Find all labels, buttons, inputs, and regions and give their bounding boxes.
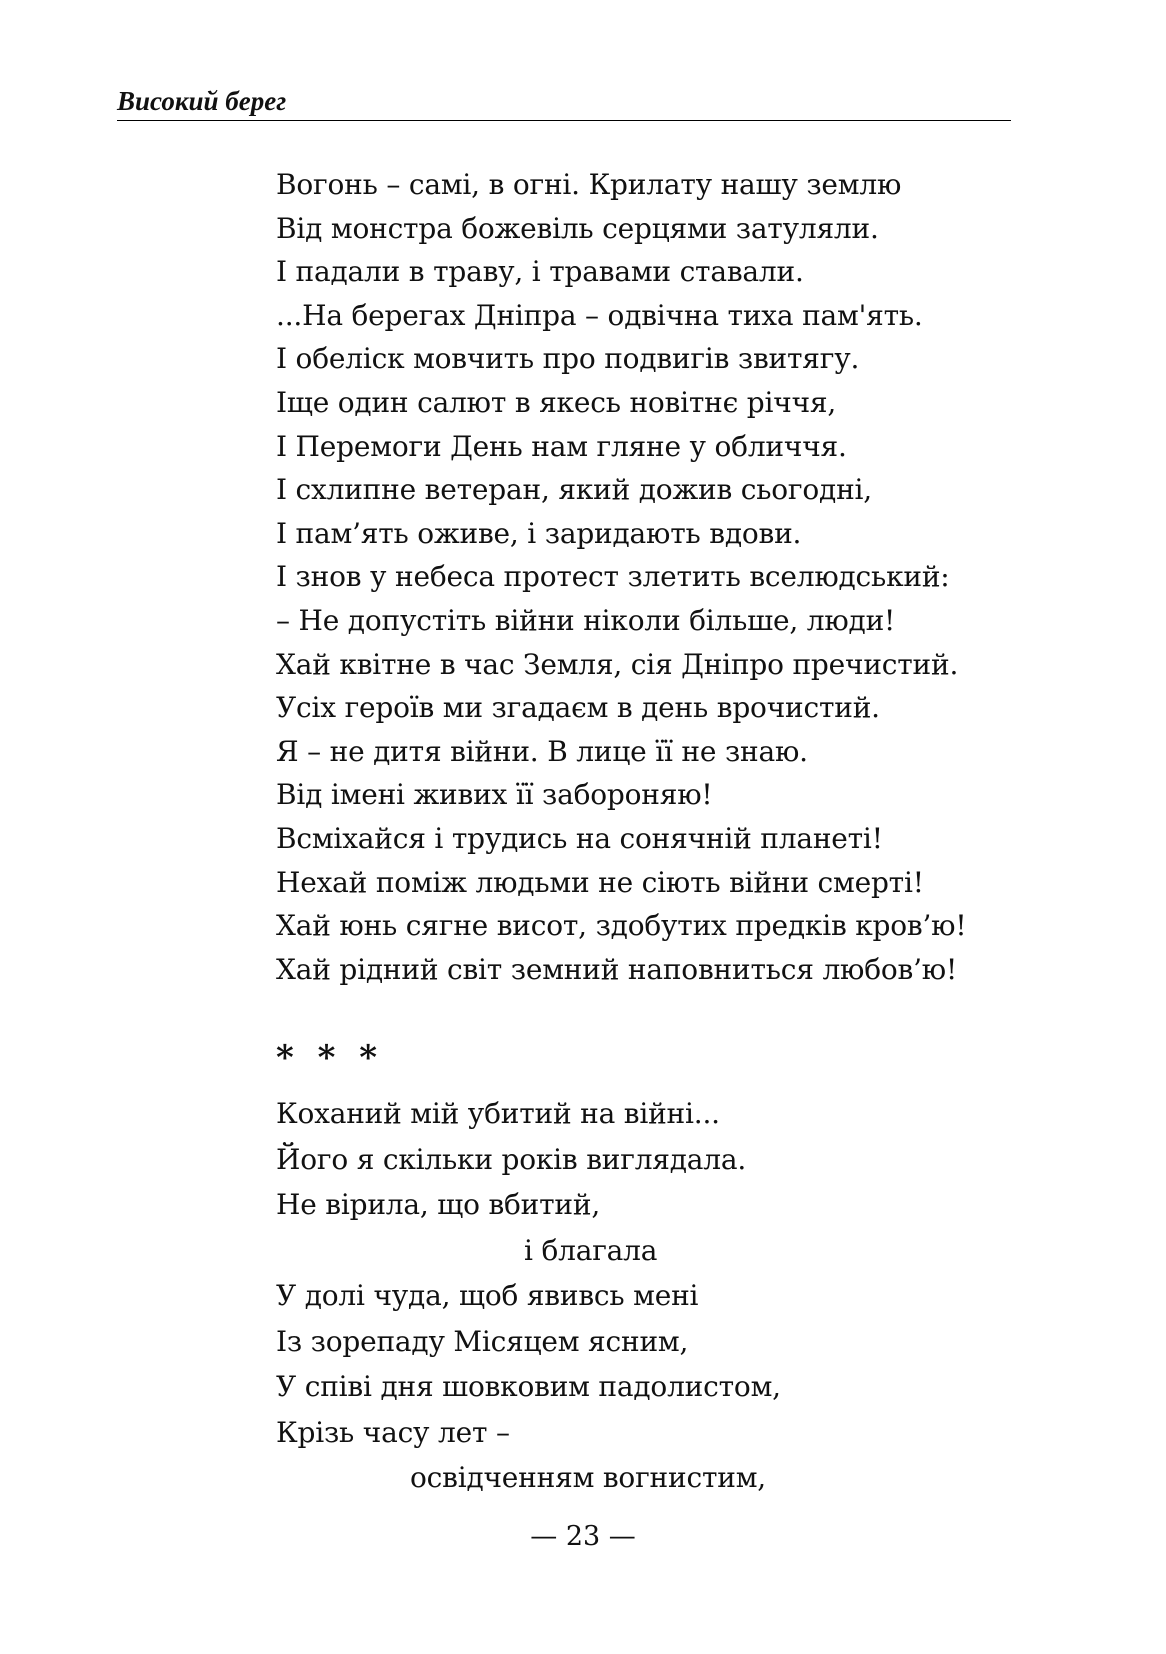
page-number: — 23 —	[530, 1521, 636, 1552]
poem-line: І знов у небеса протест злетить вселюдський:	[276, 560, 950, 594]
poem-second	[276, 1091, 1036, 1501]
poem-line: Хай рідний світ земний наповниться любов’ю!	[276, 952, 958, 986]
poem-first	[276, 163, 1036, 991]
poem-line: Від імені живих її забороняю!	[276, 778, 713, 812]
poem-line: Іще один салют в якесь новітнє річчя,	[276, 385, 837, 419]
book-title: Високий берег	[117, 86, 287, 116]
poem-line: ...На берегах Дніпра – одвічна тиха пам'ять.	[276, 298, 923, 332]
poem-line-indented: і благала	[524, 1233, 658, 1267]
running-header	[117, 84, 1011, 121]
poem-line: І обеліск мовчить про подвигів звитягу.	[276, 342, 860, 376]
poem-line: Вогонь – самі, в огні. Крилату нашу землю	[276, 168, 902, 201]
poem-line: Від монстра божевіль серцями затуляли.	[276, 211, 879, 245]
poem-line: Його я скільки років виглядала.	[276, 1142, 747, 1176]
poem-line: Крізь часу лет –	[276, 1415, 510, 1449]
poem-line: Усіх героїв ми згадаєм в день врочистий.	[276, 691, 880, 725]
section-separator: * * *	[276, 1038, 384, 1078]
poem-line: У співі дня шовковим падолистом,	[276, 1370, 781, 1403]
poem-line: І Перемоги День нам гляне у обличчя.	[276, 429, 847, 463]
poem-line-indented: освідченням вогнистим,	[410, 1461, 766, 1494]
poem-line: Хай квітне в час Земля, сія Дніпро пречистий.	[276, 647, 959, 681]
poem-line: І схлипне ветеран, який дожив сьогодні,	[276, 473, 872, 507]
poem-line: У долі чуда, щоб явивсь мені	[276, 1279, 699, 1312]
poem-line: Коханий мій убитий на війні...	[276, 1097, 720, 1130]
poem-line: Не вірила, що вбитий,	[276, 1188, 601, 1221]
poem-line: Я – не дитя війни. В лице її не знаю.	[276, 734, 808, 768]
poem-line: І пам’ять оживе, і заридають вдови.	[276, 516, 802, 550]
poem-line: Хай юнь сягне висот, здобутих предків кров’ю!	[276, 909, 967, 943]
poem-line: – Не допустіть війни ніколи більше, люди!	[276, 603, 896, 637]
poem-line: Із зорепаду Місяцем ясним,	[276, 1324, 689, 1358]
poem-line: Всміхайся і трудись на сонячній планеті!	[276, 821, 883, 855]
poem-line: І падали в траву, і травами ставали.	[276, 255, 804, 289]
poem-line: Нехай поміж людьми не сіють війни смерті!	[276, 865, 924, 899]
